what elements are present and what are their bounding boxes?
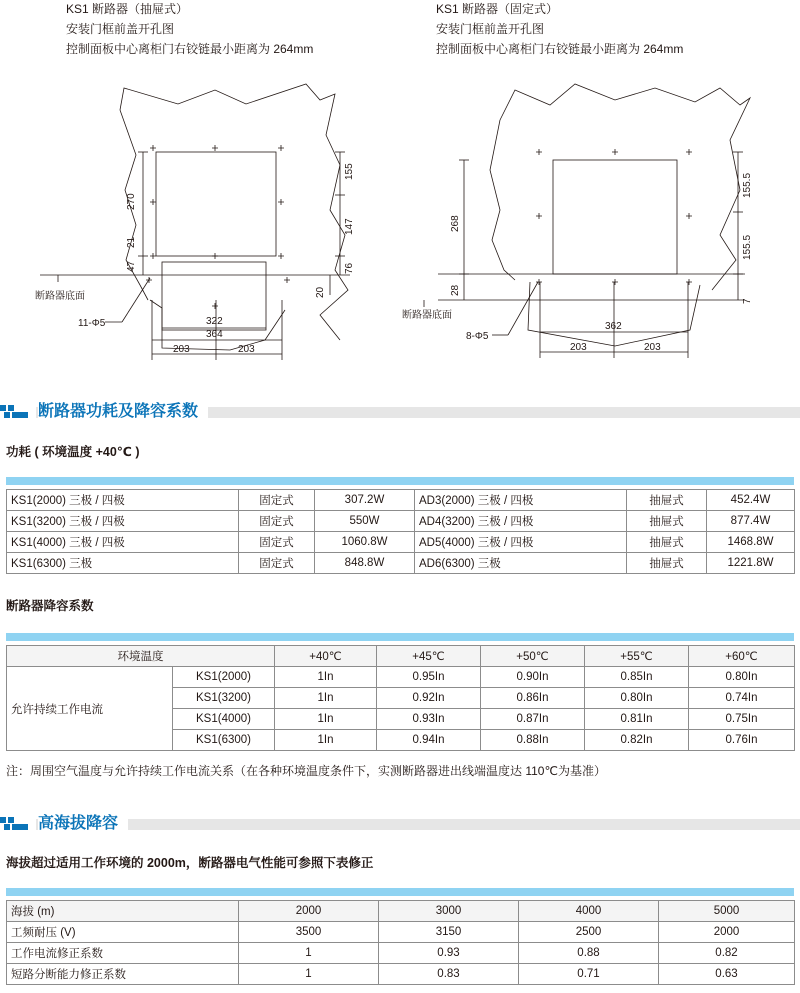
section-altitude-header — [0, 811, 800, 837]
left-dim-47: 47 — [126, 260, 137, 272]
right-hole-marks — [536, 149, 692, 285]
table-cell: KS1(4000) — [173, 709, 275, 730]
left-dim-76: 76 — [344, 262, 355, 274]
left-dim-364: 364 — [206, 329, 223, 340]
table-cell: 固定式 — [239, 532, 315, 553]
table-cell: 848.8W — [315, 553, 415, 574]
table-cell: 0.71 — [519, 964, 659, 985]
power-subtitle: 功耗 ( 环境温度 +40℃ ) — [6, 445, 140, 459]
left-door-outline — [120, 84, 348, 340]
table-header-row — [7, 901, 795, 922]
table-header-row — [7, 646, 795, 667]
table-cell: 0.92In — [377, 688, 481, 709]
table-cell: 0.93In — [377, 709, 481, 730]
left-dim-322: 322 — [206, 316, 223, 327]
table-row — [7, 964, 795, 985]
table-cell: 3500 — [239, 922, 379, 943]
table-cell: KS1(6300) 三极 — [7, 553, 239, 574]
table-cell: 1 — [239, 964, 379, 985]
table-cell: 3000 — [379, 901, 519, 922]
table-cell: 0.85In — [585, 667, 689, 688]
right-dim-7: 7 — [742, 298, 753, 304]
derate-table — [6, 645, 795, 751]
section-altitude-title: 高海拔降容 — [38, 813, 128, 835]
table-cell: 工作电流修正系数 — [7, 943, 239, 964]
table-cell: 固定式 — [239, 490, 315, 511]
left-hole-marks — [146, 145, 290, 309]
section-power-title: 断路器功耗及降容系数 — [38, 401, 208, 423]
left-dim-21: 21 — [126, 236, 137, 248]
table-row — [7, 553, 795, 574]
right-drawing-subtitle: 安装门框前盖开孔图 — [436, 22, 545, 36]
table-cell: 固定式 — [239, 511, 315, 532]
left-dim-203a: 203 — [173, 344, 190, 355]
table-row — [7, 532, 795, 553]
table-cell: AD6(6300) 三极 — [415, 553, 627, 574]
left-base-label: 断路器底面 — [35, 291, 85, 302]
table-header-cell: +50℃ — [481, 646, 585, 667]
table-cell: 0.75In — [689, 709, 795, 730]
table-header-cell: +55℃ — [585, 646, 689, 667]
table-cell: 0.80In — [585, 688, 689, 709]
right-dim-362: 362 — [605, 321, 622, 332]
right-drawing-note: 控制面板中心离柜门右铰链最小距离为 264mm — [436, 42, 684, 56]
table-cell: 工频耐压 (V) — [7, 922, 239, 943]
derate-table-strip — [6, 633, 794, 641]
table-cell: 1060.8W — [315, 532, 415, 553]
table-header-cell: 环境温度 — [7, 646, 275, 667]
left-drawing-note: 控制面板中心离柜门右铰链最小距离为 264mm — [66, 42, 314, 56]
table-cell: KS1(2000) 三极 / 四极 — [7, 490, 239, 511]
table-cell: 5000 — [659, 901, 795, 922]
table-cell: 0.90In — [481, 667, 585, 688]
table-cell: 抽屉式 — [627, 511, 707, 532]
power-table — [6, 489, 795, 574]
table-cell: 0.81In — [585, 709, 689, 730]
table-cell: 0.82In — [585, 730, 689, 751]
table-header-cell: +40℃ — [275, 646, 377, 667]
left-hole-label: 11-Φ5 — [78, 318, 106, 329]
table-cell: 抽屉式 — [627, 532, 707, 553]
left-cutout-drawing — [0, 60, 400, 370]
table-cell: AD5(4000) 三极 / 四极 — [415, 532, 627, 553]
right-dim-28: 28 — [450, 284, 461, 296]
derate-subtitle: 断路器降容系数 — [6, 599, 94, 613]
table-cell: 0.86In — [481, 688, 585, 709]
table-cell: 4000 — [519, 901, 659, 922]
right-base-label: 断路器底面 — [402, 310, 452, 321]
table-cell: 0.87In — [481, 709, 585, 730]
table-cell: 2000 — [659, 922, 795, 943]
right-hole-label: 8-Φ5 — [466, 331, 489, 342]
right-door-outline — [500, 84, 750, 290]
table-row — [7, 922, 795, 943]
table-cell: 固定式 — [239, 553, 315, 574]
table-cell: 海拔 (m) — [7, 901, 239, 922]
table-cell: 3150 — [379, 922, 519, 943]
table-row — [7, 511, 795, 532]
table-header-cell: +60℃ — [689, 646, 795, 667]
table-cell: 0.82 — [659, 943, 795, 964]
right-dim-203b: 203 — [644, 342, 661, 353]
table-cell: AD3(2000) 三极 / 四极 — [415, 490, 627, 511]
right-cutout-window — [553, 160, 677, 274]
section-power-header — [0, 399, 800, 425]
table-cell: 1In — [275, 667, 377, 688]
table-cell: 877.4W — [707, 511, 795, 532]
table-cell: 2500 — [519, 922, 659, 943]
table-cell: 抽屉式 — [627, 490, 707, 511]
altitude-table-strip — [6, 888, 794, 896]
table-cell: KS1(6300) — [173, 730, 275, 751]
table-cell: 2000 — [239, 901, 379, 922]
right-dim-203a: 203 — [570, 342, 587, 353]
altitude-table — [6, 900, 795, 985]
table-cell: 307.2W — [315, 490, 415, 511]
table-cell: 550W — [315, 511, 415, 532]
table-row — [7, 667, 795, 688]
right-dim-268: 268 — [450, 215, 461, 232]
right-drawing-title: KS1 断路器（固定式） — [436, 2, 559, 16]
table-cell: 0.80In — [689, 667, 795, 688]
table-cell: 1468.8W — [707, 532, 795, 553]
table-cell: 0.76In — [689, 730, 795, 751]
left-cutout-window — [156, 152, 276, 256]
table-cell: 1 — [239, 943, 379, 964]
table-cell: 1In — [275, 730, 377, 751]
left-dim-270: 270 — [126, 193, 137, 210]
left-dim-203b: 203 — [238, 344, 255, 355]
left-drawing-subtitle: 安装门框前盖开孔图 — [66, 22, 175, 36]
right-dim-155b: 155.5 — [742, 234, 753, 260]
table-cell: 452.4W — [707, 490, 795, 511]
table-row — [7, 943, 795, 964]
table-cell: 0.74In — [689, 688, 795, 709]
table-cell: 1221.8W — [707, 553, 795, 574]
table-cell: 0.93 — [379, 943, 519, 964]
table-cell: 抽屉式 — [627, 553, 707, 574]
power-table-strip — [6, 477, 794, 485]
table-row — [7, 490, 795, 511]
table-cell: 1In — [275, 688, 377, 709]
left-dim-147: 147 — [344, 218, 355, 235]
left-dim-20: 20 — [315, 286, 326, 298]
right-dim-155a: 155.5 — [742, 172, 753, 198]
table-cell: KS1(3200) — [173, 688, 275, 709]
table-cell: KS1(3200) 三极 / 四极 — [7, 511, 239, 532]
left-dim-155: 155 — [344, 163, 355, 180]
table-cell: 0.94In — [377, 730, 481, 751]
table-cell: 0.95In — [377, 667, 481, 688]
table-cell: 0.83 — [379, 964, 519, 985]
table-cell: KS1(2000) — [173, 667, 275, 688]
table-cell: 0.88In — [481, 730, 585, 751]
right-cutout-drawing — [400, 60, 800, 370]
table-cell: 1In — [275, 709, 377, 730]
table-cell: KS1(4000) 三极 / 四极 — [7, 532, 239, 553]
left-drawing-title: KS1 断路器（抽屉式） — [66, 2, 189, 16]
table-cell: 0.63 — [659, 964, 795, 985]
table-cell: 0.88 — [519, 943, 659, 964]
table-cell: AD4(3200) 三极 / 四极 — [415, 511, 627, 532]
altitude-subtitle: 海拔超过适用工作环境的 2000m，断路器电气性能可参照下表修正 — [6, 856, 374, 870]
table-cell: 短路分断能力修正系数 — [7, 964, 239, 985]
derate-group-label: 允许持续工作电流 — [7, 667, 173, 751]
derate-note: 注：周围空气温度与允许持续工作电流关系（在各种环境温度条件下，实测断路器进出线端温度达 110℃为基准） — [6, 764, 606, 778]
table-header-cell: +45℃ — [377, 646, 481, 667]
